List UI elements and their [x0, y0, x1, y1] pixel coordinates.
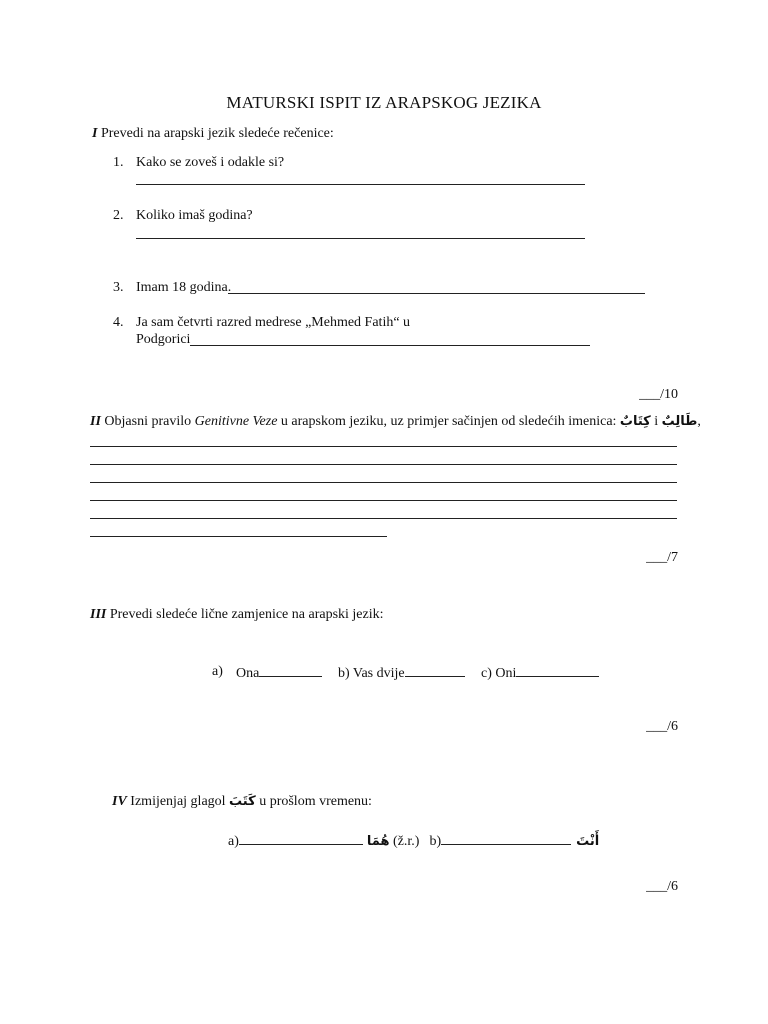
section-3-score: ___/6 — [646, 719, 678, 734]
section-2-term: Genitivne Veze — [194, 414, 278, 429]
section-4-numeral: IV — [112, 794, 127, 809]
conjugation-row — [228, 832, 599, 850]
answer-line-5[interactable] — [90, 446, 677, 447]
pronoun-a-blank[interactable] — [259, 664, 322, 677]
arabic-word-talib: طَالِبٌ — [661, 414, 698, 429]
question-2-text: Koliko imaš godina? — [136, 208, 253, 223]
section-3-instruction — [90, 607, 384, 623]
section-2-text-a: Objasni pravilo — [100, 414, 195, 429]
section-2-instruction — [90, 414, 701, 430]
section-1-score: ___/10 — [639, 387, 678, 402]
question-1-text: Kako se zoveš i odakle si? — [136, 155, 285, 170]
section-2-conjunction: i — [650, 414, 662, 429]
section-2-score: ___/7 — [646, 550, 678, 565]
section-4-score: ___/6 — [646, 879, 678, 894]
arabic-word-kitab: كِتَابٌ — [619, 414, 651, 429]
question-4-number: 4. — [113, 315, 124, 330]
answer-line-6[interactable] — [90, 464, 677, 465]
question-1-number: 1. — [113, 155, 124, 170]
section-4-text-a: Izmijenjaj glagol — [126, 794, 230, 809]
section-2-numeral: II — [90, 414, 101, 429]
answer-line-9[interactable] — [90, 518, 677, 519]
arabic-verb-kataba: كَتَبَ — [229, 794, 256, 809]
page-title: MATURSKI ISPIT IZ ARAPSKOG JEZIKA — [226, 93, 542, 112]
section-2-comma: , — [697, 414, 701, 429]
section-4-instruction — [112, 794, 372, 810]
conjugation-b-blank[interactable] — [441, 832, 571, 845]
question-3-number: 3. — [113, 280, 124, 295]
section-1-text: Prevedi na arapski jezik sledeće rečenice: — [97, 126, 334, 141]
answer-line-10[interactable] — [90, 536, 387, 537]
question-4-text: Ja sam četvrti razred medrese „Mehmed Fatih“ u — [136, 315, 411, 330]
arabic-pronoun-huma: هُمَا — [366, 834, 390, 849]
pronoun-a — [236, 664, 322, 682]
section-2-text-b: u arapskom jeziku, uz primjer sačinjen od sledećih imenica: — [277, 414, 620, 429]
question-4-text-continued: Podgorici — [136, 332, 191, 347]
pronoun-c — [481, 664, 599, 682]
pronoun-b — [338, 664, 465, 682]
pronoun-a-label: a) — [212, 664, 223, 679]
section-1-numeral: I — [92, 126, 98, 141]
pronoun-b-blank[interactable] — [405, 664, 465, 677]
section-1-instruction — [92, 126, 334, 142]
answer-line-3[interactable] — [228, 293, 645, 294]
question-3-text: Imam 18 godina. — [136, 280, 232, 295]
answer-line-2[interactable] — [136, 238, 585, 239]
conjugation-a-label: a) — [228, 834, 239, 849]
pronoun-a-text: Ona — [236, 666, 260, 681]
pronoun-c-blank[interactable] — [516, 664, 599, 677]
conjugation-a-blank[interactable] — [239, 832, 363, 845]
question-2-number: 2. — [113, 208, 124, 223]
section-4-text-b: u prošlom vremenu: — [255, 794, 372, 809]
answer-line-7[interactable] — [90, 482, 677, 483]
pronoun-b-text: b) Vas dvije — [338, 666, 405, 681]
arabic-pronoun-anta: أَنْتَ — [576, 834, 600, 849]
answer-line-1[interactable] — [136, 184, 585, 185]
section-3-numeral: III — [90, 607, 107, 622]
conjugation-b-label: b) — [429, 834, 442, 849]
conjugation-a-note: (ž.r.) — [389, 834, 420, 849]
answer-line-4[interactable] — [190, 345, 590, 346]
answer-line-8[interactable] — [90, 500, 677, 501]
pronoun-c-text: c) Oni — [481, 666, 517, 681]
section-3-text: Prevedi sledeće lične zamjenice na arapski jezik: — [106, 607, 384, 622]
